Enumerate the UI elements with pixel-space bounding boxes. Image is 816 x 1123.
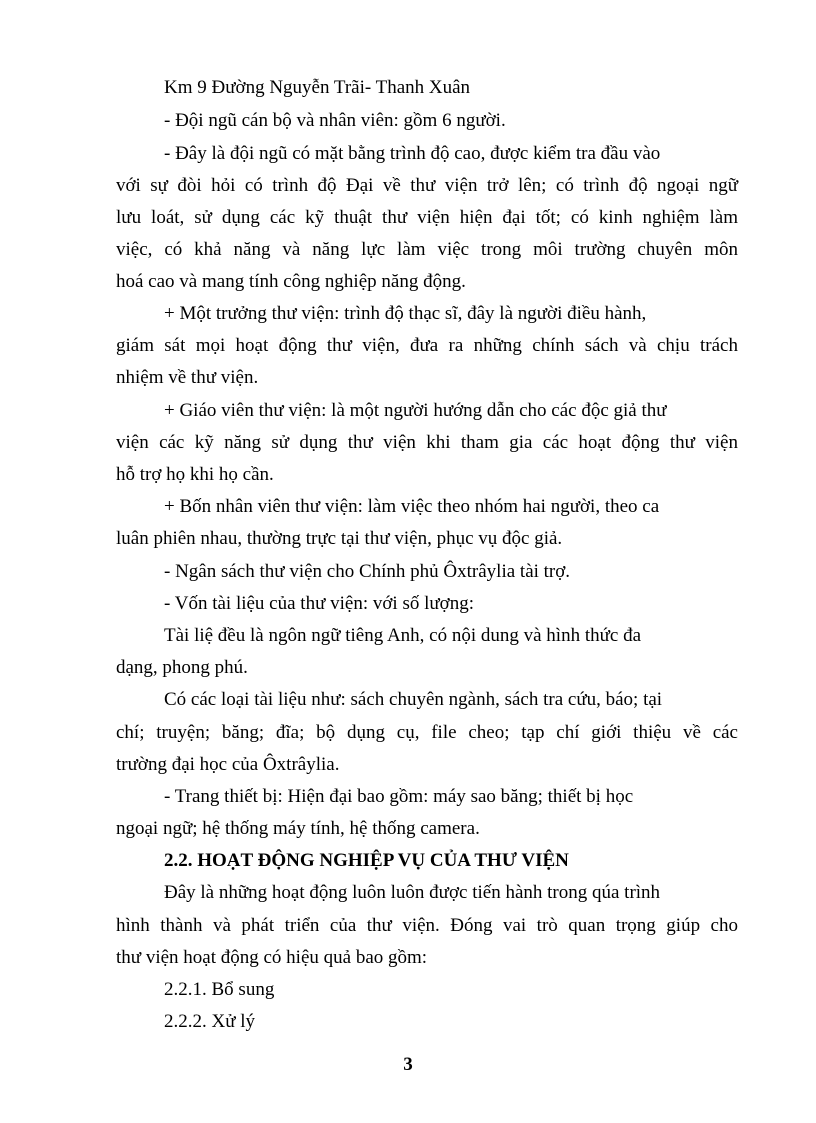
text-line: viện các kỹ năng sử dụng thư viện khi tham gia các hoạt động thư viện	[116, 432, 738, 453]
text-line: - Đội ngũ cán bộ và nhân viên: gồm 6 người.	[164, 110, 506, 131]
text-line: dạng, phong phú.	[116, 657, 248, 678]
text-line: giám sát mọi hoạt động thư viện, đưa ra những chính sách và chịu trách	[116, 335, 738, 356]
text-line: luân phiên nhau, thường trực tại thư viện, phục vụ độc giả.	[116, 528, 563, 549]
text-line: Đây là những hoạt động luôn luôn được tiến hành trong qúa trình	[164, 882, 661, 903]
text-line: trường đại học của Ôxtrâylia.	[116, 754, 340, 775]
text-line: việc, có khả năng và năng lực làm việc trong môi trường chuyên môn	[116, 239, 738, 260]
text-line: Km 9 Đường Nguyễn Trãi- Thanh Xuân	[164, 77, 471, 98]
text-line: chí; truyện; băng; đĩa; bộ dụng cụ, file cheo; tạp chí giới thiệu về các	[116, 722, 738, 743]
text-line: hoá cao và mang tính công nghiệp năng động.	[116, 271, 466, 292]
text-line: + Một trưởng thư viện: trình độ thạc sĩ, đây là người điều hành,	[164, 303, 647, 324]
text-line: Có các loại tài liệu như: sách chuyên ngành, sách tra cứu, báo; tại	[164, 689, 663, 710]
subsection-heading: 2.2.2. Xử lý	[164, 1011, 256, 1032]
text-line: Tài liệ đều là ngôn ngữ tiêng Anh, có nội dung và hình thức đa	[164, 625, 642, 646]
text-line: - Ngân sách thư viện cho Chính phủ Ôxtrâylia tài trợ.	[164, 561, 571, 582]
subsection-heading: 2.2.1. Bổ sung	[164, 979, 275, 1000]
text-line: - Vốn tài liệu của thư viện: với số lượng:	[164, 593, 474, 614]
section-heading: 2.2. HOẠT ĐỘNG NGHIỆP VỤ CỦA THƯ VIỆN	[164, 850, 569, 871]
text-line: hình thành và phát triển của thư viện. Đóng vai trò quan trọng giúp cho	[116, 915, 738, 936]
text-line: hỗ trợ họ khi họ cần.	[116, 464, 274, 485]
page-number: 3	[403, 1054, 413, 1075]
text-line: với sự đòi hỏi có trình độ Đại về thư viện trở lên; có trình độ ngoại ngữ	[116, 175, 738, 196]
text-line: nhiệm về thư viện.	[116, 367, 259, 388]
text-line: - Đây là đội ngũ có mặt bằng trình độ cao, được kiểm tra đầu vào	[164, 143, 661, 164]
text-line: lưu loát, sử dụng các kỹ thuật thư viện hiện đại tốt; có kinh nghiệm làm	[116, 207, 738, 228]
text-line: + Giáo viên thư viện: là một người hướng dẫn cho các độc giả thư	[164, 400, 667, 421]
text-line: thư viện hoạt động có hiệu quả bao gồm:	[116, 947, 428, 968]
text-line: - Trang thiết bị: Hiện đại bao gồm: máy sao băng; thiết bị học	[164, 786, 634, 807]
text-line: ngoại ngữ; hệ thống máy tính, hệ thống camera.	[116, 818, 480, 839]
text-line: + Bốn nhân viên thư viện: làm việc theo nhóm hai người, theo ca	[164, 496, 660, 517]
